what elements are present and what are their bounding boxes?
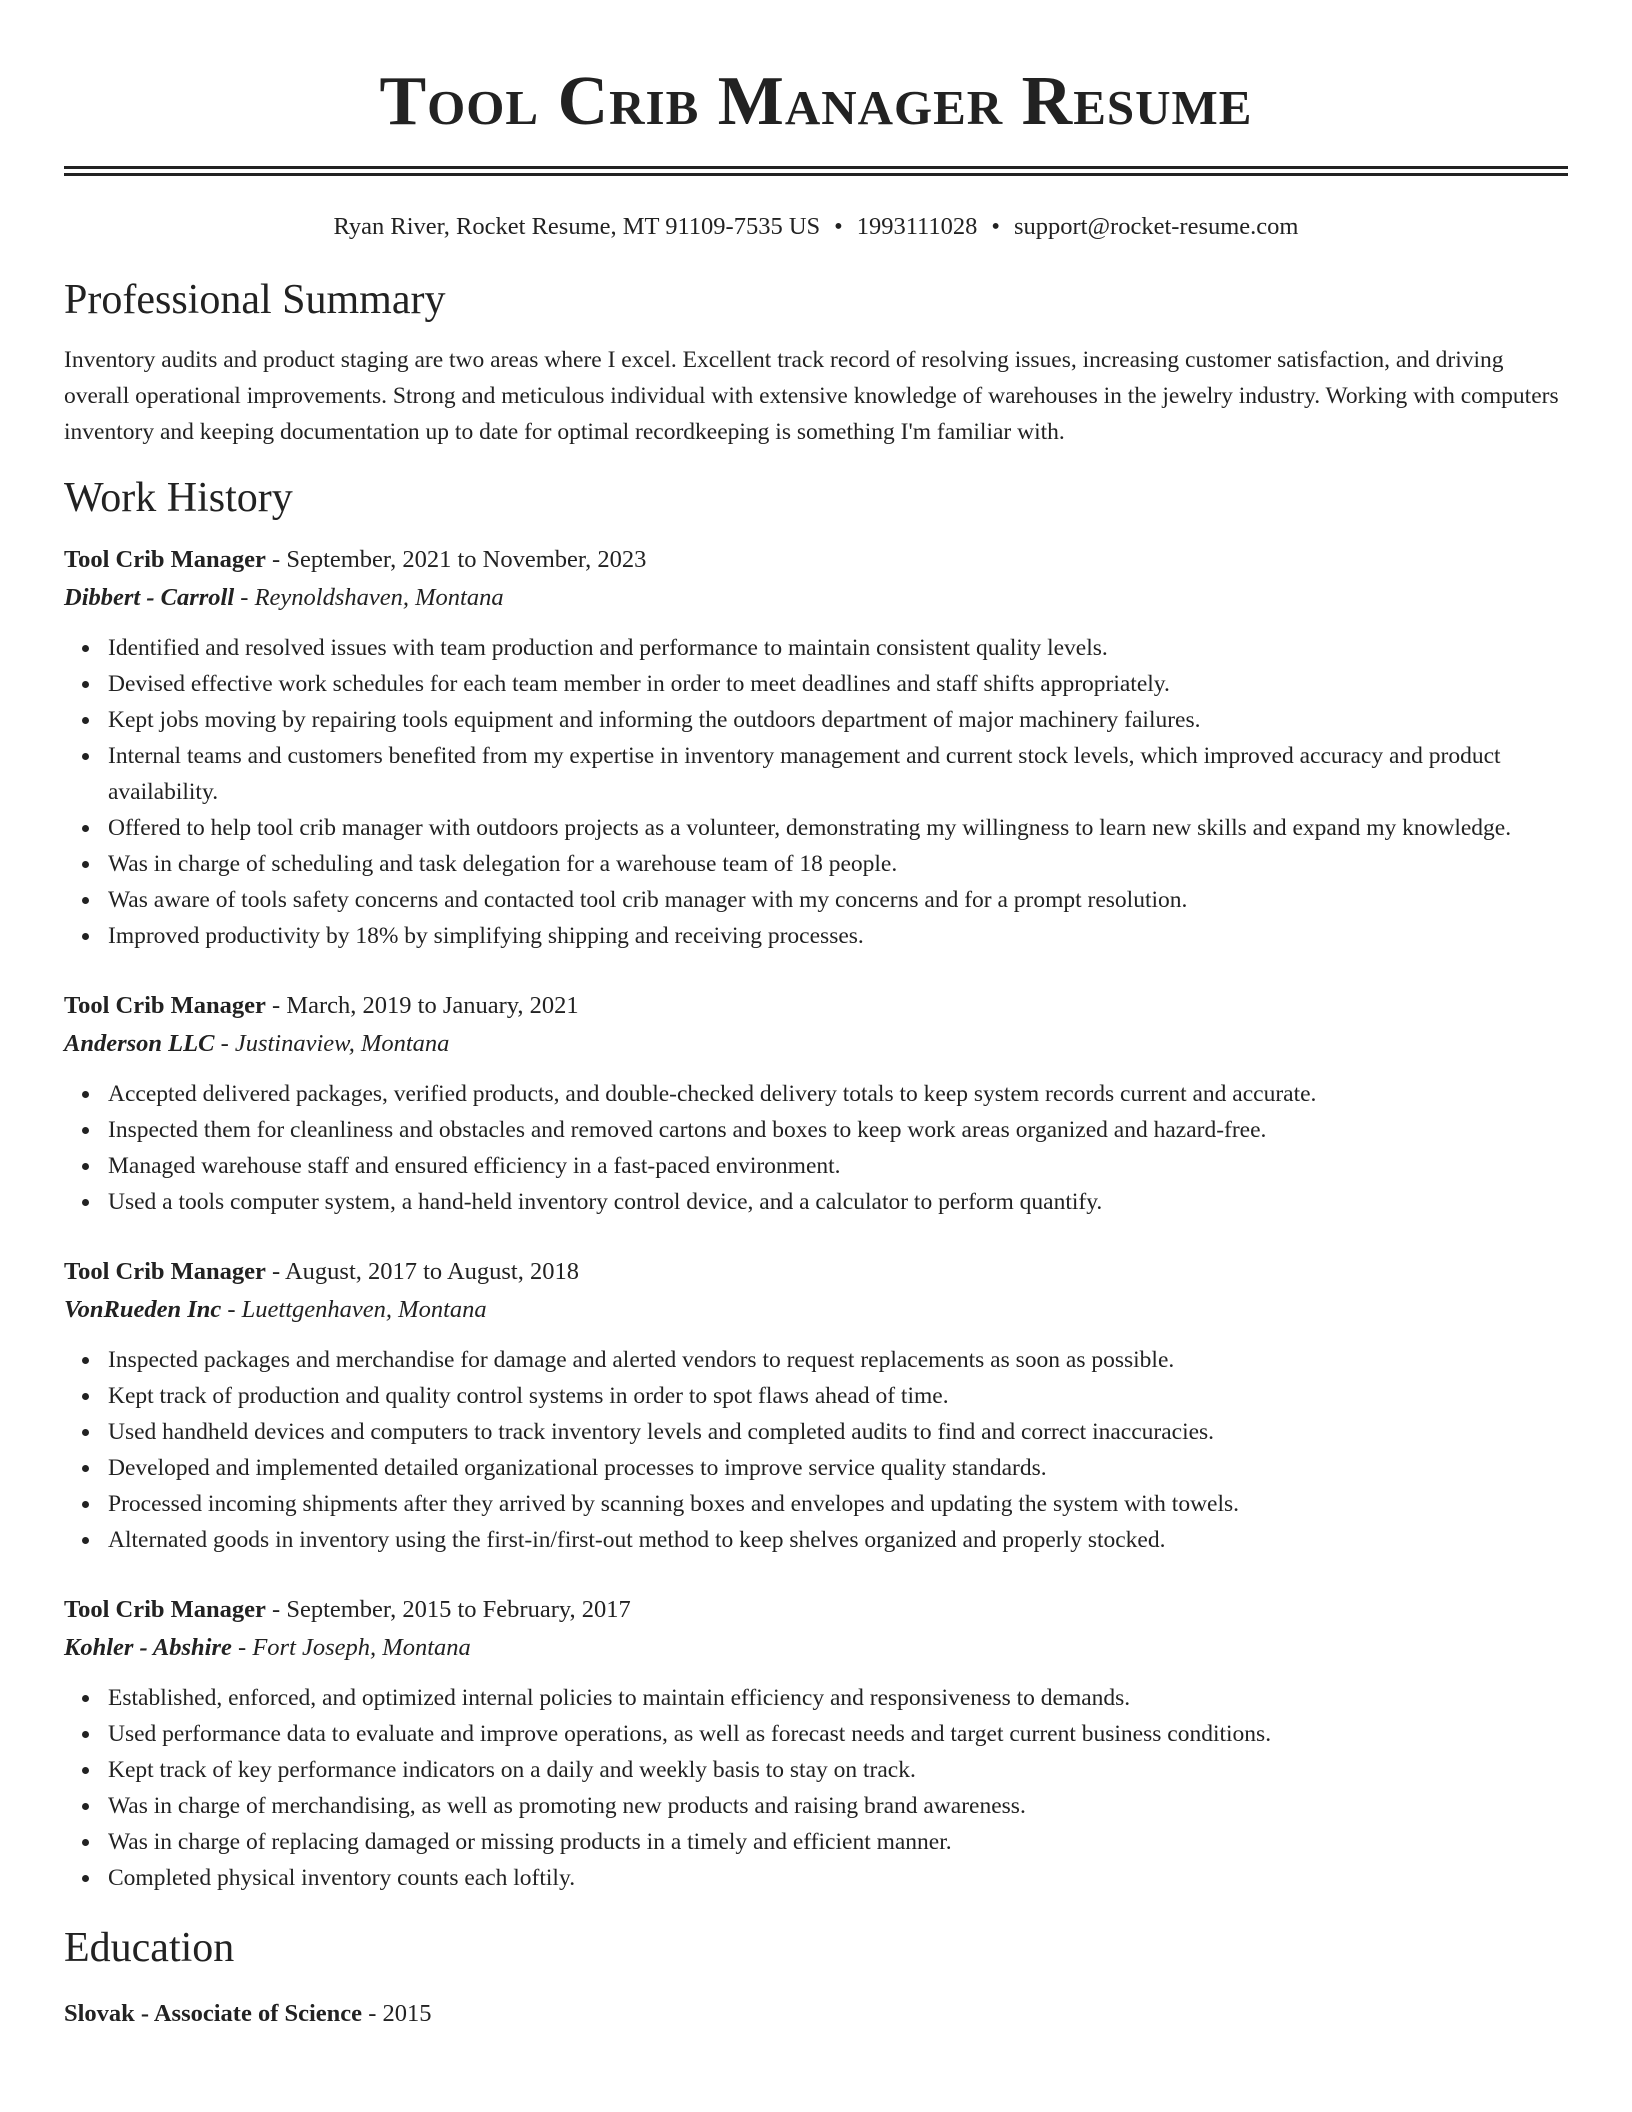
job-bullet: Used a tools computer system, a hand-held inventory control device, and a calculator to perform quantify. xyxy=(108,1184,1568,1220)
job-company: Kohler - Abshire xyxy=(64,1634,232,1661)
job-company-line xyxy=(64,1290,1568,1330)
summary-heading: Professional Summary xyxy=(64,277,446,323)
job-bullet: Improved productivity by 18% by simplifying shipping and receiving processes. xyxy=(108,918,1568,954)
job-location: - Justinaview, Montana xyxy=(214,1030,450,1057)
job-bullet: Kept track of key performance indicators on a daily and weekly basis to stay on track. xyxy=(108,1752,1568,1788)
job-entry xyxy=(64,542,1568,954)
contact-address: Ryan River, Rocket Resume, MT 91109-7535 US xyxy=(333,213,821,240)
job-entry xyxy=(64,988,1568,1220)
job-title-line xyxy=(64,542,1568,578)
education-year: - 2015 xyxy=(362,2000,432,2027)
job-bullet: Was in charge of scheduling and task delegation for a warehouse team of 18 people. xyxy=(108,846,1568,882)
job-bullet: Was in charge of replacing damaged or missing products in a timely and efficient manner. xyxy=(108,1824,1568,1860)
job-dates: - September, 2021 to November, 2023 xyxy=(265,546,647,573)
job-bullet: Processed incoming shipments after they arrived by scanning boxes and envelopes and updating the system with towels. xyxy=(108,1486,1568,1522)
job-title: Tool Crib Manager xyxy=(64,1596,266,1623)
job-bullet: Inspected packages and merchandise for damage and alerted vendors to request replacements as soon as possible. xyxy=(108,1342,1568,1378)
job-title: Tool Crib Manager xyxy=(64,1258,266,1285)
title-divider xyxy=(64,166,1568,176)
contact-line xyxy=(64,210,1568,244)
education-entry xyxy=(64,1996,1568,2032)
page-title: Tool Crib Manager Resume xyxy=(379,63,1253,140)
work-history-heading: Work History xyxy=(64,475,293,521)
job-company-line xyxy=(64,578,1568,618)
job-company: Anderson LLC xyxy=(64,1030,215,1057)
job-title-line xyxy=(64,1254,1568,1290)
job-location: - Luettgenhaven, Montana xyxy=(221,1296,487,1323)
job-company: Dibbert - Carroll xyxy=(64,584,235,611)
job-bullet: Completed physical inventory counts each loftily. xyxy=(108,1860,1568,1896)
job-dates: - September, 2015 to February, 2017 xyxy=(265,1596,631,1623)
job-bullet: Identified and resolved issues with team production and performance to maintain consistent quality levels. xyxy=(108,630,1568,666)
job-bullet: Used handheld devices and computers to track inventory levels and completed audits to find and correct inaccuracies. xyxy=(108,1414,1568,1450)
contact-separator: • xyxy=(834,213,843,240)
job-location: - Reynoldshaven, Montana xyxy=(234,584,504,611)
job-bullet: Was in charge of merchandising, as well as promoting new products and raising brand awareness. xyxy=(108,1788,1568,1824)
job-bullet: Kept track of production and quality control systems in order to spot flaws ahead of time. xyxy=(108,1378,1568,1414)
job-bullet: Accepted delivered packages, verified products, and double-checked delivery totals to keep system records current and accurate. xyxy=(108,1076,1568,1112)
job-title: Tool Crib Manager xyxy=(64,546,266,573)
job-bullet: Managed warehouse staff and ensured efficiency in a fast-paced environment. xyxy=(108,1148,1568,1184)
job-entry xyxy=(64,1592,1568,1896)
job-title: Tool Crib Manager xyxy=(64,992,266,1019)
job-bullet: Devised effective work schedules for each team member in order to meet deadlines and staff shifts appropriately. xyxy=(108,666,1568,702)
job-bullet: Offered to help tool crib manager with outdoors projects as a volunteer, demonstrating my willingness to learn new skills and expand my knowledge. xyxy=(108,810,1568,846)
job-company-line xyxy=(64,1024,1568,1064)
job-bullets xyxy=(64,1342,1568,1558)
job-bullet: Inspected them for cleanliness and obstacles and removed cartons and boxes to keep work areas organized and hazard-free. xyxy=(108,1112,1568,1148)
job-bullets xyxy=(64,1680,1568,1896)
education-heading: Education xyxy=(64,1925,235,1971)
job-bullet: Developed and implemented detailed organizational processes to improve service quality standards. xyxy=(108,1450,1568,1486)
summary-text: Inventory audits and product staging are two areas where I excel. Excellent track record of resolving issues, increasing customer satisfaction, and driving overall operational improvements. Strong and meticulous individual with extensive knowledge of warehouses in the jewelry industry. Working with computers inventory and keeping documentation up to date for optimal recordkeeping is something I'm familiar with. xyxy=(64,347,1559,445)
job-location: - Fort Joseph, Montana xyxy=(231,1634,471,1661)
job-bullets xyxy=(64,1076,1568,1220)
education-school-degree: Slovak - Associate of Science xyxy=(64,2000,363,2027)
job-company-line xyxy=(64,1628,1568,1668)
job-bullet: Established, enforced, and optimized internal policies to maintain efficiency and responsiveness to demands. xyxy=(108,1680,1568,1716)
job-title-line xyxy=(64,1592,1568,1628)
job-entry xyxy=(64,1254,1568,1558)
job-dates: - August, 2017 to August, 2018 xyxy=(265,1258,579,1285)
job-bullet: Was aware of tools safety concerns and contacted tool crib manager with my concerns and for a prompt resolution. xyxy=(108,882,1568,918)
job-bullets xyxy=(64,630,1568,954)
contact-phone: 1993111028 xyxy=(856,213,978,240)
job-bullet: Alternated goods in inventory using the first-in/first-out method to keep shelves organized and properly stocked. xyxy=(108,1522,1568,1558)
job-company: VonRueden Inc xyxy=(64,1296,222,1323)
job-bullet: Internal teams and customers benefited from my expertise in inventory management and current stock levels, which improved accuracy and product availability. xyxy=(108,738,1568,810)
contact-email: support@rocket-resume.com xyxy=(1013,213,1299,240)
job-bullet: Used performance data to evaluate and improve operations, as well as forecast needs and target current business conditions. xyxy=(108,1716,1568,1752)
contact-separator: • xyxy=(991,213,1000,240)
job-dates: - March, 2019 to January, 2021 xyxy=(265,992,579,1019)
job-bullet: Kept jobs moving by repairing tools equipment and informing the outdoors department of major machinery failures. xyxy=(108,702,1568,738)
job-title-line xyxy=(64,988,1568,1024)
